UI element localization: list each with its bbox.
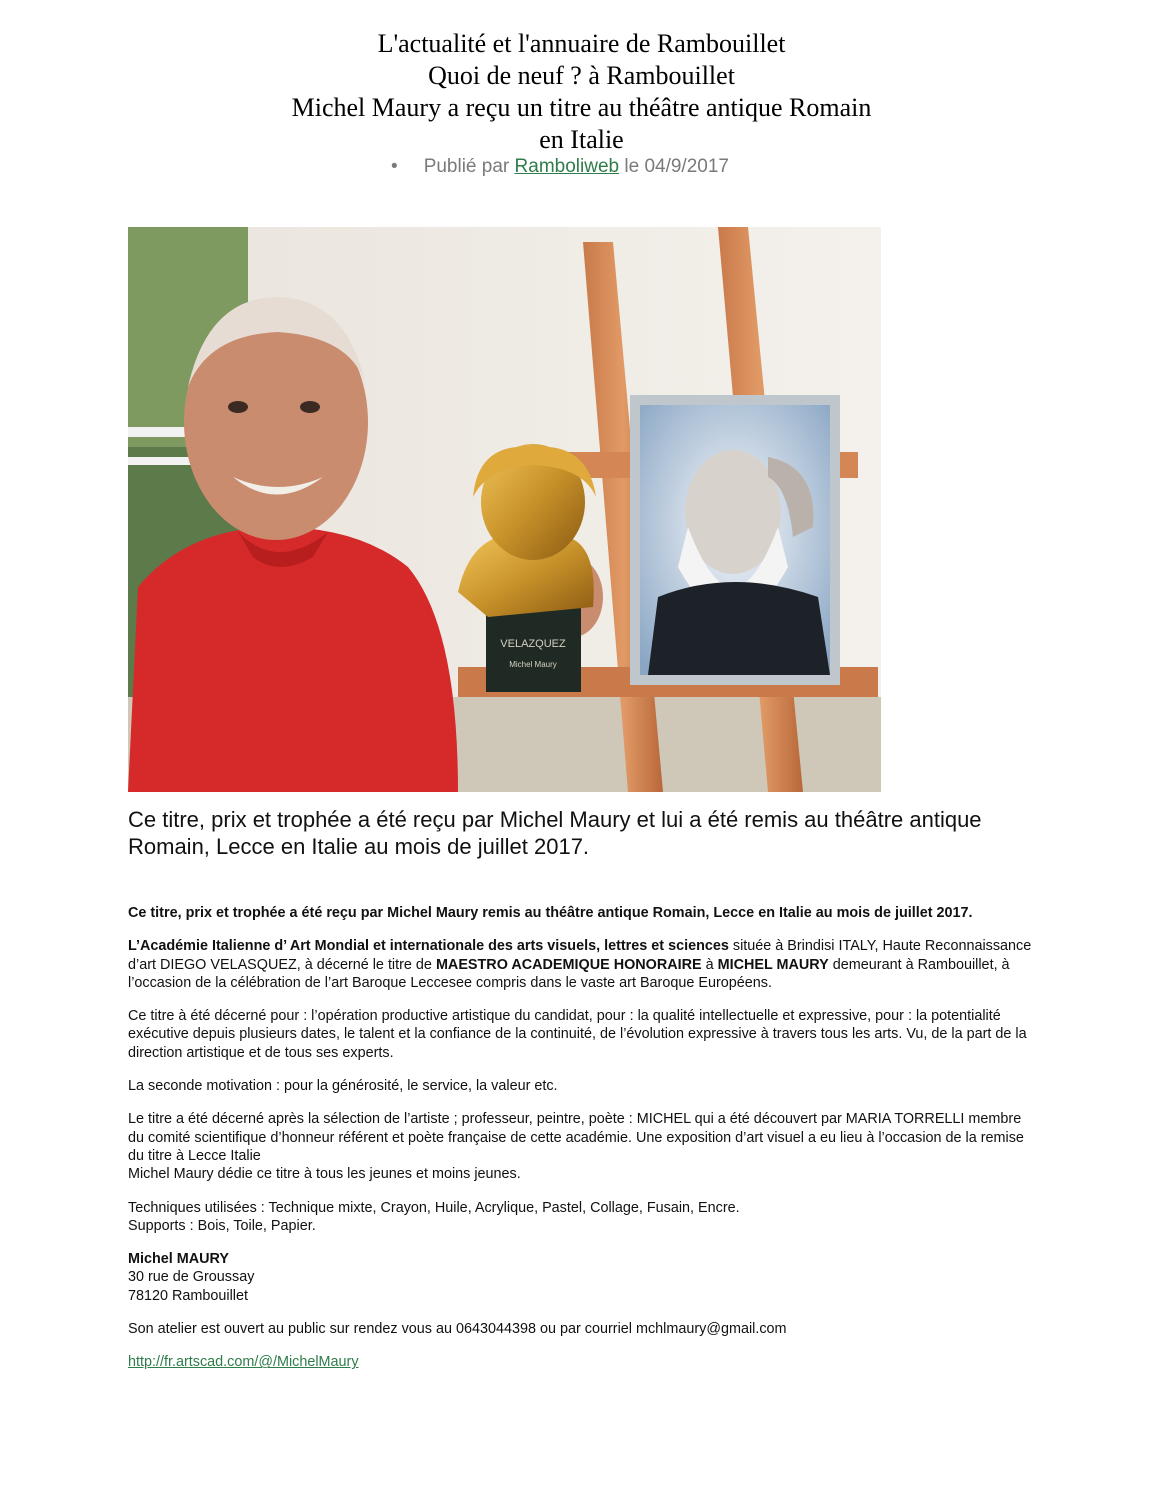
address-name: Michel MAURY [128,1251,230,1268]
paragraph-academy: L’Académie Italienne d’ Art Mondial et internationale des arts visuels, lettres et sciences située à Brindisi ITALY, Haute Reconnaissance d’art DIEGO VELASQUEZ, à décerné le titre de MAESTRO ACADEMIQUE HONORAIRE à MICHEL MAURY demeurant à Rambouillet, à l’occasion de la célébration de l’art Baroque Leccesee compris dans le vaste art Baroque Européens. [128,938,1032,991]
article-title-line1: Michel Maury a reçu un titre au théâtre antique Romain [291,93,872,122]
paragraph-link [128,1353,1038,1371]
trophy-inscription: VELAZQUEZ [500,638,566,650]
address-street: 30 rue de Groussay [128,1269,255,1286]
site-title: L'actualité et l'annuaire de Rambouillet [377,29,786,58]
publish-date: 04/9/2017 [644,156,729,177]
paragraph-reasons: Ce titre à été décerné pour : l’opération productive artistique du candidat, pour : la qualité intellectuelle et expressive, pour : la potentialité exécutive depuis plusieurs dates, le talent et la confiance de la continuité, de l’évolution expressive à travers tous les arts. Vu, de la part de la direction artistique et de tous ses experts. [128,1008,1027,1061]
article-photo [128,227,881,792]
section-title: Quoi de neuf ? à Rambouillet [428,61,735,90]
byline-prefix: Publié par [423,156,510,177]
bullet: • [391,156,398,177]
byline-date-prefix: le [624,156,640,177]
photo-illustration [128,227,881,792]
trophy-name: Michel Maury [509,660,557,669]
photo-caption: Ce titre, prix et trophée a été reçu par Michel Maury et lui a été remis au théâtre antique Romain, Lecce en Italie au mois de juillet 2017. [128,807,982,859]
paragraph-intro: Ce titre, prix et trophée a été reçu par Michel Maury remis au théâtre antique Romain, Lecce en Italie au mois de juillet 2017. [128,905,973,921]
address-city: 78120 Rambouillet [128,1287,249,1304]
paragraph-contact: Son atelier est ouvert au public sur rendez vous au 0643044398 ou par courriel mchlmaury@gmail.com [128,1321,787,1338]
author-link[interactable]: Ramboliweb [514,156,620,177]
page-header [0,28,1151,156]
artscad-link[interactable]: http://fr.artscad.com/@/MichelMaury [128,1354,359,1371]
portrait-coat [648,582,830,675]
article-title-line2: en Italie [539,125,624,154]
byline [0,156,1120,178]
paragraph-selection: Le titre a été décerné après la sélection de l’artiste ; professeur, peintre, poète : MICHEL qui a été découvert par MARIA TORRELLI membre du comité scientifique d’honneur référent et poète française de cette académie. Une exposition d’art visuel a eu lieu à l’occasion de la remise du titre à Lecce Italie Michel Maury dédie ce titre à tous les jeunes et moins jeunes. [128,1111,1024,1183]
paragraph-motivation: La seconde motivation : pour la générosité, le service, la valeur etc. [128,1078,558,1095]
paragraph-techniques: Techniques utilisées : Technique mixte, Crayon, Huile, Acrylique, Pastel, Collage, Fusain, Encre. Supports : Bois, Toile, Papier. [128,1199,740,1234]
article-body [128,904,1038,1387]
address-block [128,1250,1038,1305]
